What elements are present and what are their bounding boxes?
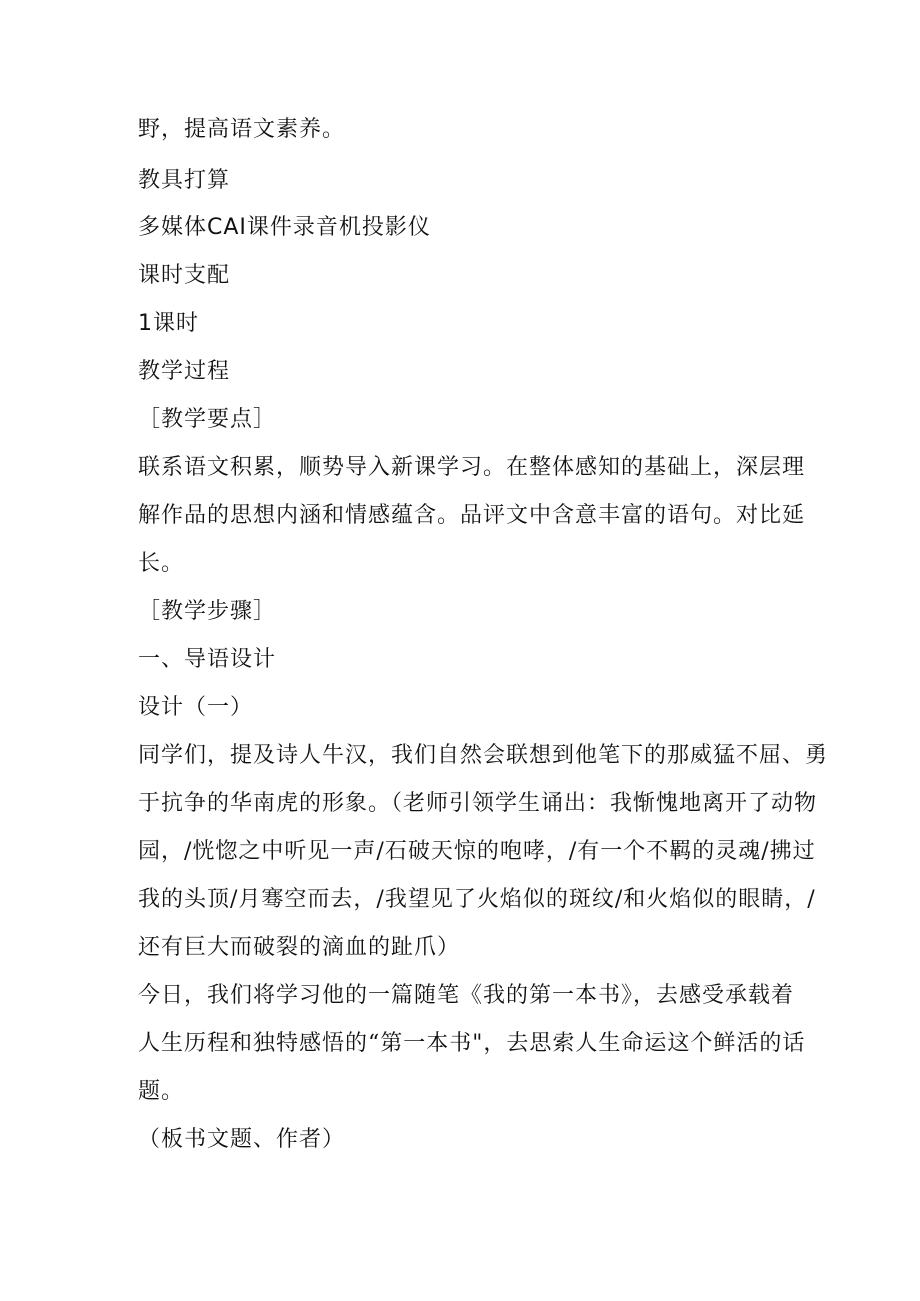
heading-intro-design: 一、导语设计 [138,647,277,672]
heading-class-hours: 课时支配 [138,263,231,288]
text-line: （板书文题、作者） [138,1127,346,1152]
text-line: 解作品的思想内涵和情感蕴含。品评文中含意丰富的语句。对比延 [138,503,806,528]
text-line: 题。 [138,1079,185,1104]
heading-teaching-aids: 教具打算 [138,168,231,193]
text-line: 多媒体CAI课件录音机投影仪 [138,215,431,240]
text-line: 我的头顶/月骞空而去，/我望见了火焰似的斑纹/和火焰似的眼睛，/ [138,887,816,912]
heading-teaching-process: 教学过程 [138,359,231,384]
text-line: 联系语文积累，顺势导入新课学习。在整体感知的基础上，深层理 [138,455,806,480]
text-line: 今日，我们将学习他的一篇随笔《我的第一本书》，去感受承载着 [138,983,795,1008]
heading-design-one: 设计（一） [138,695,254,720]
text-line: 1课时 [138,311,199,336]
text-line: 长。 [138,551,185,576]
text-line: 还有巨大而破裂的滴血的趾爪） [138,935,461,960]
text-line: 同学们，提及诗人牛汉，我们自然会联想到他笔下的那威猛不屈、勇 [138,743,829,768]
heading-teaching-steps: ［教学步骤］ [138,599,277,624]
text-line: 野，提高语文素养。 [138,117,346,142]
text-line: 人生历程和独特感悟的“第一本书"，去思索人生命运这个鲜活的话 [138,1031,806,1056]
text-line: 园，/恍惚之中听见一声/石破天惊的咆哮，/有一个不羁的灵魂/拂过 [138,839,816,864]
text-line: 于抗争的华南虎的形象。（老师引领学生诵出：我惭愧地离开了动物 [138,791,818,816]
heading-teaching-points: ［教学要点］ [138,407,277,432]
